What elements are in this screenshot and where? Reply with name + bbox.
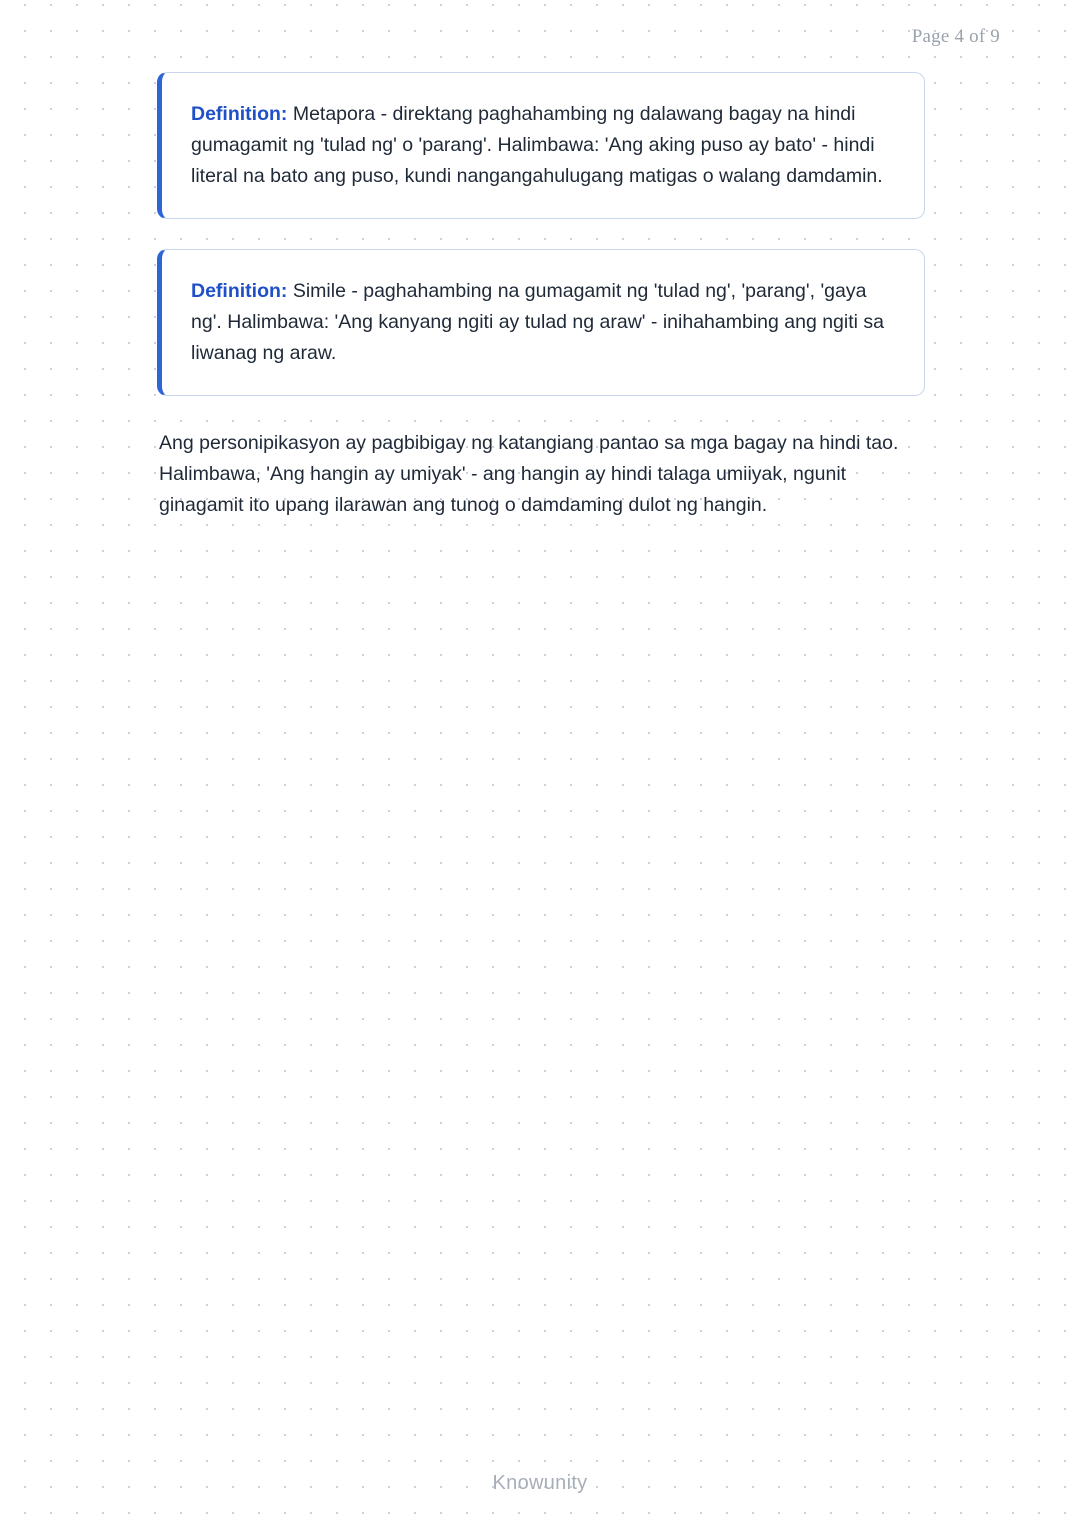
definition-text: [191, 99, 896, 192]
definition-label: Definition:: [191, 280, 288, 302]
definition-body: Metapora - direktang paghahambing ng dalawang bagay na hindi gumagamit ng 'tulad ng' o 'parang'. Halimbawa: 'Ang aking puso ay bato' - hindi literal na bato ang puso, kundi nangangahulugang matigas o walang damdamin.: [191, 103, 883, 187]
footer-brand: Knowunity: [492, 1472, 588, 1494]
definition-card-simile: [157, 249, 925, 396]
definition-label: Definition:: [191, 103, 288, 125]
definition-text: [191, 276, 896, 369]
body-paragraph: Ang personipikasyon ay pagbibigay ng katangiang pantao sa mga bagay na hindi tao. Halimbawa, 'Ang hangin ay umiyak' - ang hangin ay hindi talaga umiiyak, ngunit ginagamit ito upang ilarawan ang tunog o damdaming dulot ng hangin.: [159, 432, 899, 516]
definition-card-metapora: [157, 72, 925, 219]
definition-body: Simile - paghahambing na gumagamit ng 'tulad ng', 'parang', 'gaya ng'. Halimbawa: 'Ang kanyang ngiti ay tulad ng araw' - inihahambing ang ngiti sa liwanag ng araw.: [191, 280, 885, 364]
page-number: Page 4 of 9: [911, 26, 1000, 47]
document-content: [157, 72, 925, 521]
